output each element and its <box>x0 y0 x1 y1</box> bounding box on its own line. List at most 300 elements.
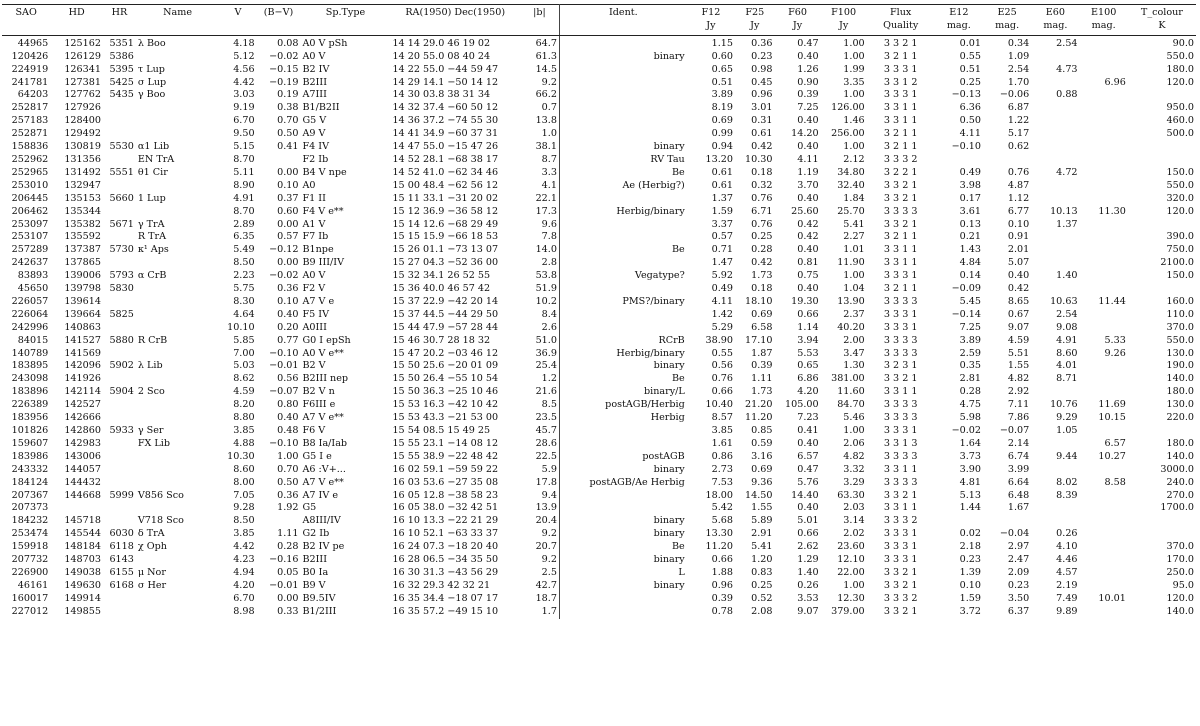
cell-f100: 5.46 <box>843 412 865 424</box>
cell-hr: 5730 <box>109 244 134 256</box>
cell-t-colour: 460.0 <box>1166 115 1194 127</box>
cell-e25 <box>983 515 1031 528</box>
cell-f100: 84.70 <box>837 399 865 411</box>
cell-ident <box>559 283 686 296</box>
cell-hr: 6143 <box>109 554 134 566</box>
cell-sao: 226900 <box>11 566 49 578</box>
cell-e25 <box>983 154 1031 167</box>
cell-e25: −0.06 <box>999 89 1030 101</box>
cell-hd: 142527 <box>64 399 101 411</box>
cell-e100 <box>1080 167 1128 180</box>
cell-name <box>136 502 219 515</box>
header-hd <box>50 20 103 35</box>
cell-e100 <box>1080 64 1128 77</box>
cell-f25: 1.20 <box>751 554 773 566</box>
cell-hr <box>103 464 136 477</box>
cell-t-colour: 150.0 <box>1166 270 1194 282</box>
cell-b-v: 0.00 <box>277 166 299 178</box>
cell-e12: 2.18 <box>959 541 981 553</box>
cell-f100: 25.70 <box>837 205 865 217</box>
cell-hr <box>103 296 136 309</box>
cell-ra-dec: 14 14 29.0 46 19 02 <box>392 37 491 49</box>
cell-e12: 3.73 <box>959 450 981 462</box>
cell-f60: 6.57 <box>797 450 819 462</box>
cell-flux-quality: 3 3 1 3 <box>883 437 918 449</box>
cell-e100 <box>1080 257 1128 270</box>
cell-f100: 32.40 <box>837 179 865 191</box>
cell-e25: 1.70 <box>1007 76 1030 88</box>
table-row <box>2 348 1196 361</box>
cell-ra-dec: 16 02 59.1 −59 59 22 <box>392 463 499 475</box>
cell-ra-dec: 16 24 07.3 −18 20 40 <box>392 541 499 553</box>
cell-f25: 6.58 <box>751 321 773 333</box>
cell-v-mag: 9.50 <box>233 128 255 140</box>
cell-hr: 5933 <box>109 425 134 436</box>
cell-f12: 0.76 <box>711 373 734 385</box>
cell-e25: −0.07 <box>999 425 1030 436</box>
cell-hr: 5530 <box>109 141 134 153</box>
cell-ra-dec: 15 55 23.1 −14 08 12 <box>392 437 499 449</box>
cell-f60: 0.40 <box>797 192 819 204</box>
cell-e25: 3.50 <box>1007 592 1030 604</box>
cell-sao: 257289 <box>11 244 49 256</box>
cell-b-v: 0.00 <box>277 218 299 230</box>
cell-ident: postAGB <box>642 450 685 462</box>
cell-f25: 21.20 <box>745 399 773 411</box>
table-row <box>2 167 1196 180</box>
cell-v-mag: 6.70 <box>233 592 255 604</box>
cell-b-v: −0.02 <box>269 50 299 62</box>
cell-f12: 0.56 <box>711 360 734 372</box>
cell-f100: 1.00 <box>843 425 865 436</box>
cell-ident <box>559 257 686 270</box>
table-row <box>2 580 1196 593</box>
cell-v-mag: 5.49 <box>233 244 255 256</box>
cell-ident <box>559 231 686 244</box>
cell-ident: binary <box>653 360 685 372</box>
cell-sao: 253107 <box>11 231 49 243</box>
cell-e100 <box>1080 567 1128 580</box>
cell-ra-dec: 15 27 04.3 −52 36 00 <box>392 257 499 269</box>
cell-sao: 140789 <box>11 347 49 359</box>
cell-v-mag: 8.70 <box>233 205 255 217</box>
cell-f60: 0.66 <box>797 308 819 320</box>
cell-flux-quality: 3 3 3 3 <box>883 205 918 217</box>
cell-v-mag: 4.42 <box>233 76 255 88</box>
cell-t-colour: 2100.0 <box>1160 257 1194 269</box>
cell-hd: 140863 <box>64 321 101 333</box>
cell-e12: 0.23 <box>959 554 981 566</box>
cell-f100: 2.27 <box>843 231 865 243</box>
cell-e25: 5.17 <box>1007 128 1030 140</box>
cell-ident <box>559 128 686 141</box>
cell-t-colour: 140.0 <box>1166 450 1194 462</box>
cell-f60: 1.14 <box>797 321 819 333</box>
cell-name: FX Lib <box>137 437 170 449</box>
cell-f100: 1.84 <box>843 192 865 204</box>
cell-name <box>136 180 219 193</box>
cell-flux-quality: 3 3 3 3 <box>883 476 918 488</box>
cell-ra-dec: 14 20 55.0 08 40 24 <box>392 50 491 62</box>
cell-e100 <box>1080 580 1128 593</box>
cell-hr <box>103 412 136 425</box>
cell-hr <box>103 502 136 515</box>
cell-name <box>136 399 219 412</box>
cell-e12: 0.10 <box>959 579 981 591</box>
cell-sao: 241781 <box>11 76 49 88</box>
cell-v-mag: 8.30 <box>233 295 255 307</box>
cell-name <box>136 102 219 115</box>
cell-sp-type: B1/2III <box>302 605 337 617</box>
cell-v-mag: 7.05 <box>233 489 255 501</box>
cell-b-v: 0.36 <box>277 283 299 295</box>
cell-f25: 11.20 <box>745 412 773 424</box>
cell-hd: 145544 <box>64 528 101 540</box>
cell-f60: 0.47 <box>797 463 819 475</box>
cell-hd: 135382 <box>64 218 101 230</box>
cell-v-mag: 8.50 <box>233 515 255 527</box>
cell-sao: 242637 <box>11 257 49 269</box>
cell-name: V718 Sco <box>137 515 184 527</box>
cell-ra-dec: 15 12 36.9 −36 58 12 <box>392 205 499 217</box>
cell-hd: 132947 <box>64 179 101 191</box>
cell-hr: 5386 <box>109 50 134 62</box>
cell-gal-lat: 17.8 <box>520 477 560 490</box>
cell-e25: 1.55 <box>1007 360 1030 372</box>
cell-f25: 0.31 <box>751 115 773 127</box>
cell-ident <box>559 115 686 128</box>
cell-e12: 0.01 <box>959 37 981 49</box>
cell-sp-type: A6 :V+... <box>302 463 346 475</box>
cell-hd: 142983 <box>64 437 101 449</box>
cell-flux-quality: 3 3 3 1 <box>883 63 918 75</box>
cell-name: μ Nor <box>137 566 166 578</box>
header-f25: F25 <box>735 5 775 20</box>
cell-f100: 1.99 <box>843 63 865 75</box>
cell-sao: 159918 <box>11 541 49 553</box>
cell-e12: 1.59 <box>959 592 981 604</box>
cell-e100 <box>1080 231 1128 244</box>
cell-sp-type: B9.5IV <box>302 592 336 604</box>
cell-sao: 243332 <box>11 463 49 475</box>
cell-f60: 3.53 <box>797 592 819 604</box>
table-row <box>2 257 1196 270</box>
cell-f100: 12.10 <box>837 554 865 566</box>
table-row <box>2 64 1196 77</box>
cell-ra-dec: 15 11 33.1 −31 20 02 <box>392 192 499 204</box>
cell-name: θ1 Cir <box>137 166 168 178</box>
cell-v-mag: 4.42 <box>233 541 255 553</box>
cell-f100: 3.14 <box>843 515 865 527</box>
cell-b-v: 0.70 <box>277 115 299 127</box>
header-e25: E25 <box>983 5 1031 20</box>
cell-e12: 0.55 <box>959 50 981 62</box>
cell-ra-dec: 15 32 34.1 26 52 55 <box>392 270 491 282</box>
table-row <box>2 554 1196 567</box>
cell-b-v: 0.40 <box>277 412 299 424</box>
cell-ra-dec: 15 50 25.6 −20 01 09 <box>392 360 499 372</box>
cell-e25: 0.62 <box>1007 141 1030 153</box>
cell-sp-type: B2III <box>302 76 327 88</box>
table-row <box>2 180 1196 193</box>
cell-hd: 130819 <box>64 141 101 153</box>
cell-hr <box>103 399 136 412</box>
cell-b-v: 0.20 <box>277 321 299 333</box>
cell-f100: 5.41 <box>843 218 865 230</box>
table-row <box>2 425 1196 438</box>
header-gal-lat <box>520 20 560 35</box>
cell-flux-quality: 3 3 2 1 <box>883 37 918 49</box>
cell-e25: 4.82 <box>1007 373 1030 385</box>
cell-f12: 10.40 <box>705 399 734 411</box>
cell-name <box>136 554 219 567</box>
cell-e100 <box>1080 425 1128 438</box>
cell-name: 2 Sco <box>137 386 165 398</box>
cell-ident: Vegatype? <box>634 270 685 282</box>
cell-hd: 143006 <box>64 450 101 462</box>
cell-sao: 206462 <box>11 205 49 217</box>
cell-e25: 0.34 <box>1007 37 1030 49</box>
cell-hd: 125162 <box>64 37 101 49</box>
cell-f12: 5.42 <box>711 502 734 514</box>
cell-f12: 0.86 <box>711 450 734 462</box>
cell-t-colour <box>1128 283 1196 296</box>
cell-gal-lat: 4.1 <box>520 180 560 193</box>
cell-flux-quality: 3 3 2 1 <box>883 218 918 230</box>
cell-sao: 46161 <box>17 579 49 591</box>
cell-e100 <box>1080 128 1128 141</box>
cell-gal-lat: 61.3 <box>520 51 560 64</box>
cell-e12: 5.98 <box>959 412 981 424</box>
cell-hr <box>103 593 136 606</box>
cell-f25: 0.52 <box>751 592 773 604</box>
cell-f25: 0.69 <box>751 463 773 475</box>
cell-ra-dec: 16 35 57.2 −49 15 10 <box>392 605 499 617</box>
cell-f25: 3.01 <box>751 102 773 114</box>
cell-f100: 1.04 <box>843 283 865 295</box>
cell-gal-lat: 9.2 <box>520 528 560 541</box>
cell-t-colour: 370.0 <box>1166 321 1194 333</box>
cell-f25: 0.32 <box>751 179 773 191</box>
cell-sp-type: F6 V <box>302 425 326 436</box>
cell-sp-type: F7 Ib <box>302 231 329 243</box>
header-e100: E100 <box>1080 5 1128 20</box>
cell-e60: 9.29 <box>1056 412 1078 424</box>
table-row <box>2 477 1196 490</box>
cell-sao: 183895 <box>11 360 49 372</box>
cell-e60: 9.44 <box>1056 450 1078 462</box>
cell-f25: 3.16 <box>751 450 773 462</box>
cell-ident: binary <box>653 50 685 62</box>
cell-flux-quality: 3 3 2 1 <box>883 566 918 578</box>
cell-e100 <box>1080 141 1128 154</box>
cell-b-v: 0.00 <box>277 257 299 269</box>
cell-flux-quality: 3 3 3 1 <box>883 321 918 333</box>
cell-sp-type: G5 <box>302 502 317 514</box>
cell-t-colour <box>1128 425 1196 438</box>
cell-t-colour: 150.0 <box>1166 166 1194 178</box>
cell-f60: 5.01 <box>797 515 819 527</box>
cell-e25: 2.01 <box>1007 244 1030 256</box>
cell-e100: 5.33 <box>1104 334 1126 346</box>
table-row <box>2 193 1196 206</box>
header-f60: Jy <box>775 20 821 35</box>
cell-f60: 5.76 <box>797 476 819 488</box>
cell-hr: 5904 <box>109 386 134 398</box>
cell-f60: 4.11 <box>797 153 819 165</box>
cell-t-colour: 90.0 <box>1172 37 1194 49</box>
cell-f100: 2.12 <box>843 153 865 165</box>
cell-f12: 8.19 <box>711 102 734 114</box>
cell-f25: 2.91 <box>751 528 773 540</box>
cell-gal-lat: 66.2 <box>520 89 560 102</box>
cell-gal-lat: 25.4 <box>520 360 560 373</box>
cell-gal-lat: 2.6 <box>520 322 560 335</box>
cell-t-colour: 1700.0 <box>1160 502 1194 514</box>
cell-f12: 3.89 <box>711 89 734 101</box>
cell-flux-quality: 3 3 3 1 <box>883 554 918 566</box>
cell-hd: 139664 <box>64 308 101 320</box>
cell-f100: 3.35 <box>843 76 865 88</box>
cell-e100 <box>1080 322 1128 335</box>
table-row <box>2 102 1196 115</box>
cell-hr: 5395 <box>109 63 134 75</box>
cell-flux-quality: 3 3 3 3 <box>883 412 918 424</box>
cell-sp-type: F2 Ib <box>302 153 329 165</box>
cell-f100: 34.80 <box>837 166 865 178</box>
cell-gal-lat: 9.2 <box>520 77 560 90</box>
cell-sao: 257183 <box>11 115 49 127</box>
cell-ra-dec: 16 28 06.5 −34 35 50 <box>392 554 499 566</box>
cell-f25: 1.73 <box>751 386 773 398</box>
cell-sp-type: B2 V <box>302 360 326 372</box>
cell-e12 <box>935 515 983 528</box>
cell-b-v: −0.07 <box>269 386 299 398</box>
cell-e60 <box>1031 231 1079 244</box>
cell-f60: 19.30 <box>791 295 819 307</box>
cell-e12: 0.14 <box>959 270 981 282</box>
cell-name <box>136 348 219 361</box>
cell-e60 <box>1031 77 1079 90</box>
cell-gal-lat: 8.5 <box>520 399 560 412</box>
cell-sao: 227012 <box>11 605 49 617</box>
cell-hd: 149914 <box>64 592 101 604</box>
cell-t-colour: 250.0 <box>1166 566 1194 578</box>
cell-sp-type: A1 V <box>302 218 326 230</box>
cell-hd: 144668 <box>64 489 101 501</box>
cell-f60: 1.40 <box>797 566 819 578</box>
cell-e25: 0.23 <box>1007 579 1030 591</box>
cell-hd: 142860 <box>64 425 101 436</box>
cell-e12: 0.17 <box>959 192 981 204</box>
cell-hd: 139798 <box>64 283 101 295</box>
table-row <box>2 35 1196 50</box>
cell-ra-dec: 14 22 55.0 −44 59 47 <box>392 63 499 75</box>
cell-f60: 3.94 <box>797 334 819 346</box>
cell-v-mag: 4.64 <box>233 308 255 320</box>
table-row <box>2 606 1196 619</box>
cell-hr: 6030 <box>109 528 134 540</box>
cell-f12: 5.92 <box>711 270 734 282</box>
cell-ident: binary/L <box>644 386 685 398</box>
cell-f60: 4.20 <box>797 386 819 398</box>
cell-e25: 8.65 <box>1007 295 1030 307</box>
cell-e25: 0.42 <box>1007 283 1030 295</box>
cell-t-colour: 160.0 <box>1166 295 1194 307</box>
cell-sp-type: A0III <box>302 321 327 333</box>
cell-e25: 1.22 <box>1007 115 1030 127</box>
cell-t-colour <box>1128 89 1196 102</box>
cell-f60: 0.81 <box>797 257 819 269</box>
cell-e25: 1.12 <box>1007 192 1030 204</box>
cell-e60: 1.37 <box>1056 218 1078 230</box>
cell-hr: 5660 <box>109 192 134 204</box>
cell-f12: 3.85 <box>711 425 734 436</box>
cell-e12: −0.02 <box>951 425 981 436</box>
cell-hd: 141527 <box>64 334 101 346</box>
table-row <box>2 128 1196 141</box>
header-t-colour: T_colour <box>1128 5 1196 20</box>
cell-sp-type: B2III nep <box>302 373 349 385</box>
cell-t-colour: 950.0 <box>1166 102 1194 114</box>
cell-v-mag: 8.98 <box>233 605 255 617</box>
cell-t-colour: 320.0 <box>1166 192 1194 204</box>
cell-hr <box>103 438 136 451</box>
cell-flux-quality: 3 3 1 1 <box>883 463 918 475</box>
cell-name: R CrB <box>137 334 168 346</box>
cell-hd: 148184 <box>64 541 101 553</box>
cell-e100: 10.15 <box>1098 412 1126 424</box>
cell-b-v: 0.37 <box>277 192 299 204</box>
cell-name <box>136 322 219 335</box>
cell-t-colour: 190.0 <box>1166 360 1194 372</box>
cell-e25: 2.14 <box>1007 437 1030 449</box>
table-row <box>2 412 1196 425</box>
cell-f100: 1.00 <box>843 141 865 153</box>
cell-e25: 2.54 <box>1007 63 1030 75</box>
cell-hr <box>103 373 136 386</box>
header-hr <box>103 20 136 35</box>
table-row <box>2 296 1196 309</box>
cell-b-v: 0.60 <box>277 205 299 217</box>
cell-e60: 1.40 <box>1056 270 1078 282</box>
table-row <box>2 490 1196 503</box>
cell-t-colour: 390.0 <box>1166 231 1194 243</box>
cell-e25: 0.10 <box>1007 218 1030 230</box>
cell-f12: 18.00 <box>705 489 734 501</box>
cell-f60: 0.65 <box>797 360 819 372</box>
cell-e25: 9.07 <box>1007 321 1030 333</box>
cell-name <box>136 296 219 309</box>
cell-sp-type: B9 III/IV <box>302 257 344 269</box>
cell-name: R TrA <box>137 231 167 243</box>
cell-f100: 3.32 <box>843 463 865 475</box>
header-b-v: (B−V) <box>257 5 301 20</box>
header-name: Name <box>136 5 219 20</box>
cell-gal-lat: 1.2 <box>520 373 560 386</box>
cell-gal-lat: 10.2 <box>520 296 560 309</box>
cell-f60: 0.41 <box>797 425 819 436</box>
cell-ra-dec: 15 50 36.3 −25 10 46 <box>392 386 499 398</box>
cell-e12: 5.45 <box>959 295 981 307</box>
cell-e60: 10.76 <box>1050 399 1078 411</box>
cell-f100: 2.02 <box>843 528 865 540</box>
table-row <box>2 51 1196 64</box>
table-row <box>2 154 1196 167</box>
cell-ra-dec: 15 46 30.7 28 18 32 <box>392 334 491 346</box>
cell-e100 <box>1080 51 1128 64</box>
cell-sao: 44965 <box>17 37 49 49</box>
